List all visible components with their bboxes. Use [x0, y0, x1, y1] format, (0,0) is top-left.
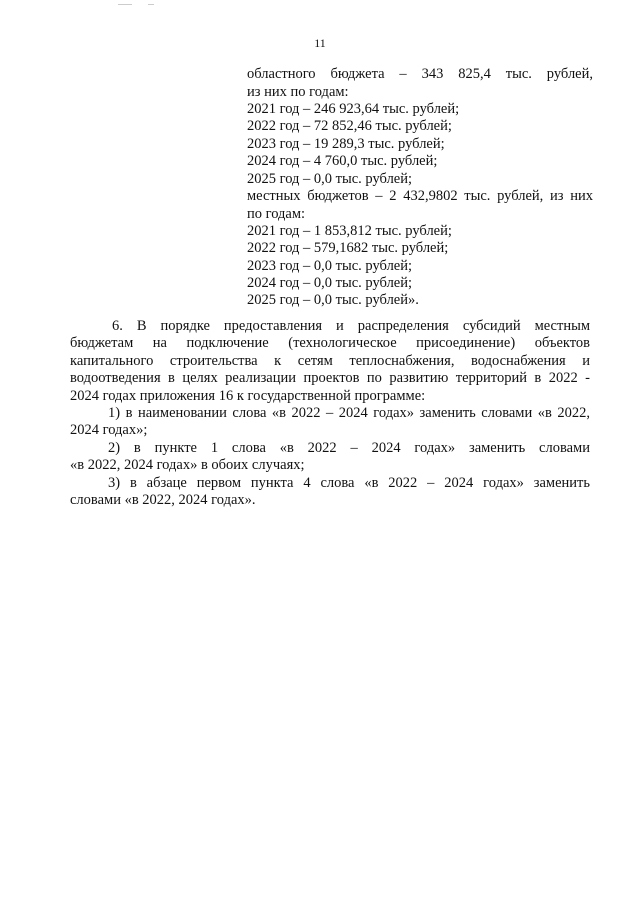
list-item: 2021 год – 246 923,64 тыс. рублей; — [247, 101, 460, 117]
paragraph-line: водоотведения в целях реализации проектов по развитию территорий в 2022 - — [70, 370, 590, 386]
list-item: из них по годам: — [247, 84, 349, 100]
paragraph-line: 3) в абзаце первом пункта 4 слова «в 2022 – 2024 годах» заменить — [108, 475, 590, 491]
list-item: 2022 год – 72 852,46 тыс. рублей; — [247, 118, 452, 134]
list-item: 2023 год – 19 289,3 тыс. рублей; — [247, 136, 445, 152]
paragraph-line: 2024 годах»; — [70, 422, 148, 438]
list-item: 2022 год – 579,1682 тыс. рублей; — [247, 240, 449, 256]
list-item: 2021 год – 1 853,812 тыс. рублей; — [247, 223, 452, 239]
list-item: 2023 год – 0,0 тыс. рублей; — [247, 258, 413, 274]
list-item: 2025 год – 0,0 тыс. рублей; — [247, 171, 413, 187]
paragraph-line: капитального строительства к сетям теплоснабжения, водоснабжения и — [70, 353, 590, 369]
paragraph-line: 2) в пункте 1 слова «в 2022 – 2024 годах» заменить словами — [108, 440, 590, 456]
paragraph-line: «в 2022, 2024 годах» в обоих случаях; — [70, 457, 305, 473]
paragraph-line: бюджетам на подключение (технологическое присоединение) объектов — [70, 335, 590, 351]
paragraph-line: 6. В порядке предоставления и распределения субсидий местным — [112, 318, 590, 334]
list-item: 2025 год – 0,0 тыс. рублей». — [247, 292, 419, 308]
list-item: по годам: — [247, 206, 306, 222]
paragraph-line: 1) в наименовании слова «в 2022 – 2024 годах» заменить словами «в 2022, — [108, 405, 590, 421]
scan-artifact — [148, 4, 154, 5]
scan-artifact — [118, 4, 132, 5]
paragraph-line: словами «в 2022, 2024 годах». — [70, 492, 256, 508]
paragraph-line: 2024 годах приложения 16 к государственной программе: — [70, 388, 426, 404]
list-item: 2024 год – 4 760,0 тыс. рублей; — [247, 153, 438, 169]
list-item: местных бюджетов – 2 432,9802 тыс. рублей, из них — [247, 188, 593, 204]
list-item: 2024 год – 0,0 тыс. рублей; — [247, 275, 413, 291]
page-number: 11 — [314, 36, 326, 50]
list-item: областного бюджета – 343 825,4 тыс. рублей, — [247, 66, 593, 82]
